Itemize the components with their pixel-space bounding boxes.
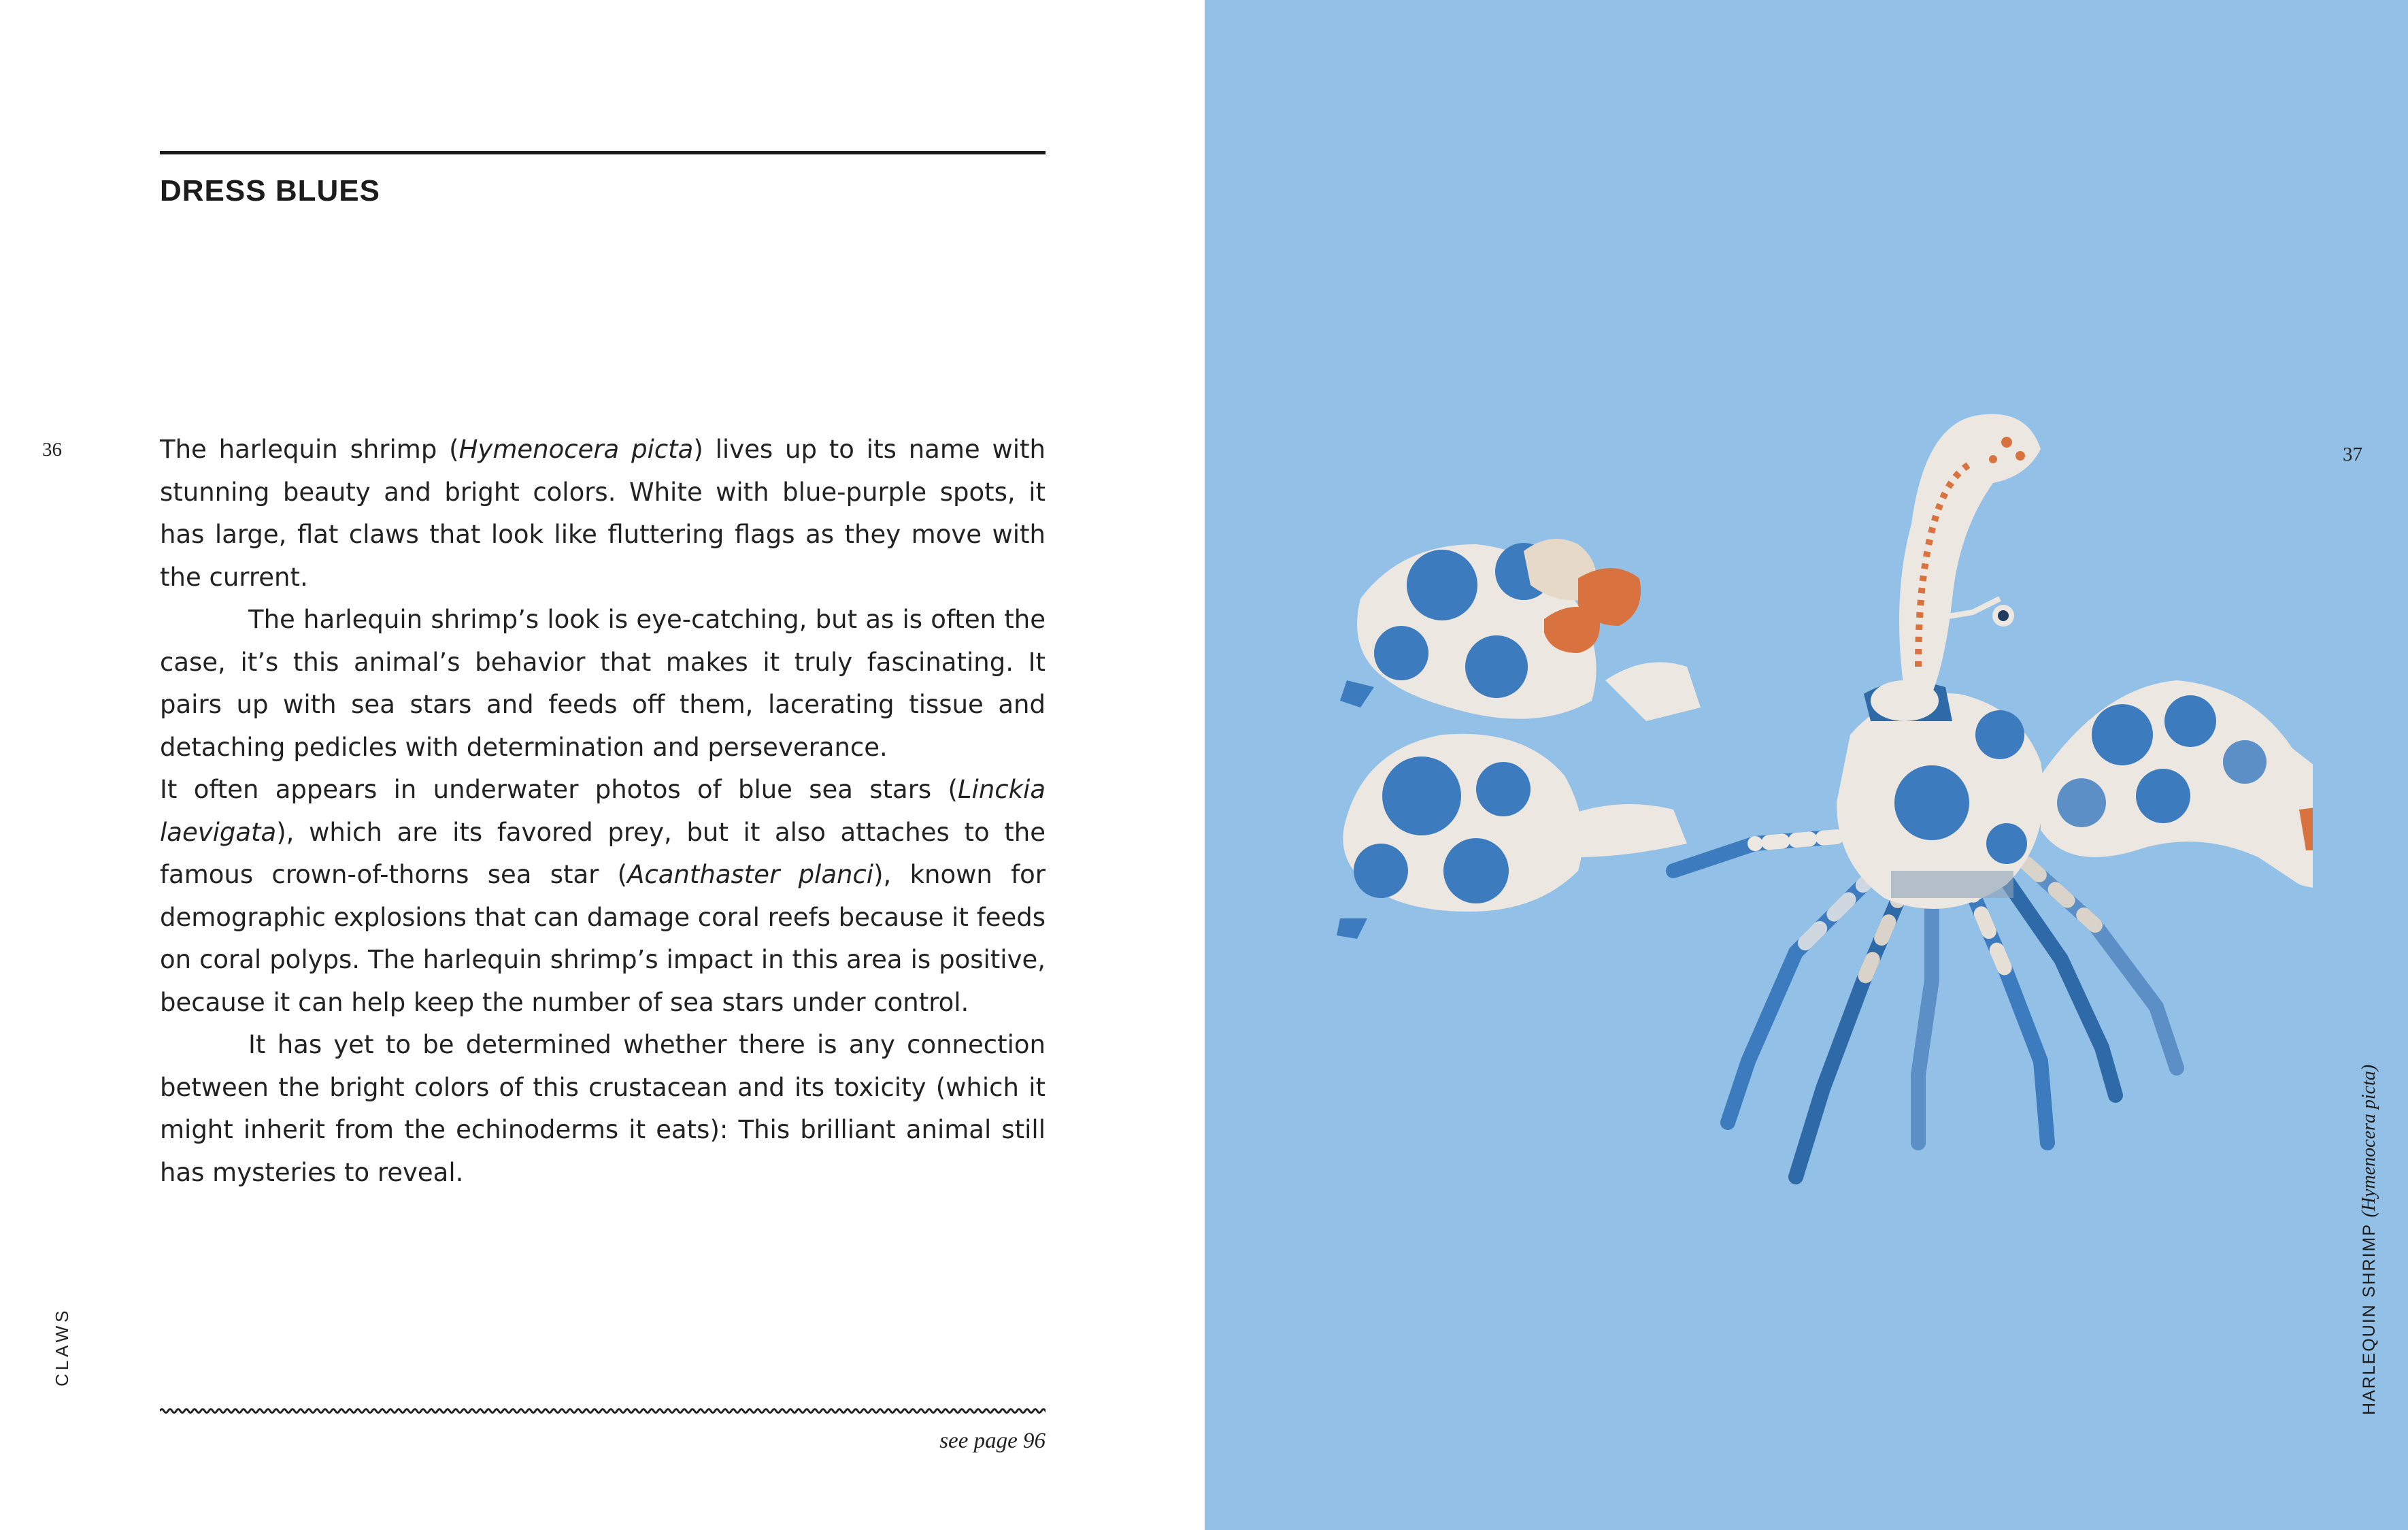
section-title: DRESS BLUES — [160, 174, 380, 207]
wavy-divider — [160, 1407, 1046, 1415]
harlequin-shrimp-illustration — [1320, 395, 2313, 1252]
body-text — [160, 429, 1046, 1194]
section-label-vertical: CLAWS — [52, 1307, 72, 1386]
paragraph-3: It often appears in underwater photos of blue sea stars (Linckia laevigata), which are its favored prey, but it also attaches to the famous crown-of-thorns sea star (Acanthaster planci), known for demographic explosions that can damage coral reefs because it feeds on coral polyps. The harlequin shrimp’s impact in this area is positive, because it can help keep the number of sea stars under control. — [160, 775, 1046, 1017]
illustration-caption: HARLEQUIN SHRIMP (Hymenocera picta) — [2358, 1064, 2379, 1415]
page-number-left: 36 — [42, 439, 62, 461]
shrimp-tail — [2041, 680, 2313, 888]
paragraph-2: The harlequin shrimp’s look is eye-catching, but as is often the case, it’s this animal’s behavior that makes it truly fascinating. It pairs up with sea stars and feeds off them, lacerating tissue and detaching pedicles with determination and perseverance. — [160, 605, 1046, 762]
title-rule — [160, 151, 1046, 154]
shrimp-antennae-flag — [1899, 414, 2041, 694]
shrimp-upper-claw — [1340, 539, 1701, 721]
page-number-right: 37 — [2343, 444, 2362, 465]
paragraph-1: The harlequin shrimp (Hymenocera picta) lives up to its name with stunning beauty and bright colors. White with blue-purple spots, it has large, flat claws that look like fluttering flags as they move with the current. — [160, 435, 1046, 592]
see-page-reference[interactable]: see page 96 — [939, 1429, 1046, 1453]
shrimp-body — [1837, 680, 2043, 909]
paragraph-4: It has yet to be determined whether there is any connection between the bright colors of this crustacean and its toxicity (which it might inherit from the echinoderms it eats): This brilliant animal still has mysteries to reveal. — [160, 1030, 1046, 1187]
shrimp-lower-claw — [1337, 734, 1687, 939]
